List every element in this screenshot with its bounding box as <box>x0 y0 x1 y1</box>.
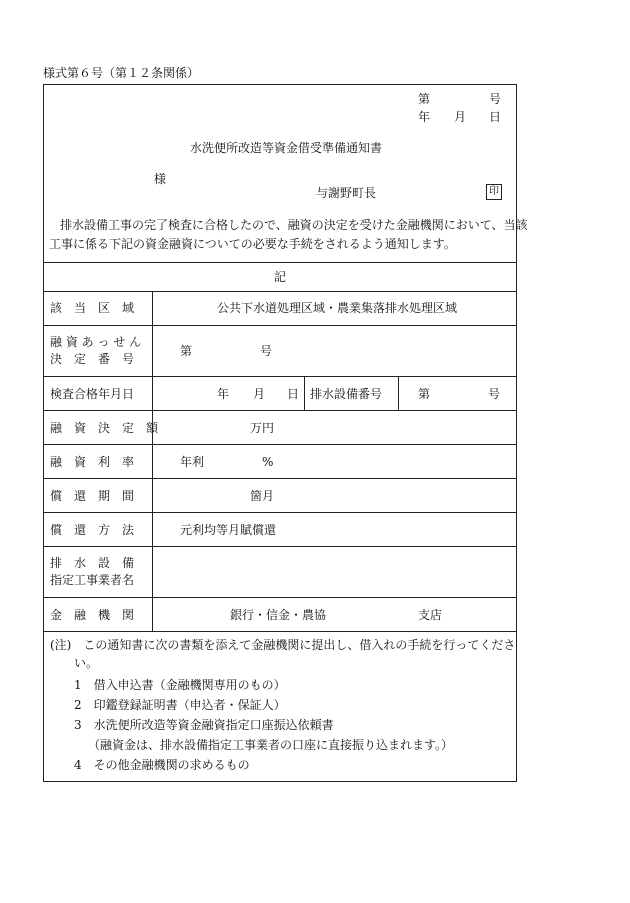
table-line <box>43 546 517 547</box>
drain-number-go: 号 <box>488 387 501 401</box>
loan-number-label-1: 融 資 あ っ せ ん <box>50 335 142 349</box>
date-year: 年 <box>418 110 431 124</box>
interest-rate-prefix: 年利 <box>180 455 205 469</box>
ki-heading: 記 <box>274 270 287 284</box>
interest-rate-label: 融 資 利 率 <box>50 455 135 469</box>
repayment-period-label: 償 還 期 間 <box>50 489 135 503</box>
notes-intro-1: (注) この通知書に次の書類を添えて金融機関に提出し、借入れの手続を行ってくださ <box>50 638 516 652</box>
bank-types: 銀行・信金・農協 <box>230 608 327 622</box>
issuer-name: 与謝野町長 <box>316 186 377 200</box>
area-label: 該 当 区 域 <box>50 301 135 315</box>
drain-number-dai: 第 <box>418 387 431 401</box>
doc-number-dai: 第 <box>418 92 431 106</box>
notes-intro-2: い。 <box>74 656 99 670</box>
form-number: 様式第６号（第１２条関係） <box>43 66 200 80</box>
bank-label: 金 融 機 関 <box>50 608 135 622</box>
interest-rate-unit: % <box>262 455 274 469</box>
table-column-divider <box>152 291 153 631</box>
bank-branch: 支店 <box>418 608 443 622</box>
area-value: 公共下水道処理区域・農業集落排水処理区域 <box>217 301 458 315</box>
notes-item-4: 4 その他金融機関の求めるもの <box>74 758 250 772</box>
inspection-year: 年 <box>217 387 230 401</box>
notes-item-3: 3 水洗便所改造等資金融資指定口座振込依頼書 <box>74 718 334 732</box>
loan-number-label-2: 決 定 番 号 <box>50 352 135 366</box>
notes-item-1: 1 借入申込書（金融機関専用のもの） <box>74 678 286 692</box>
contractor-label-1: 排 水 設 備 <box>50 556 135 570</box>
inspection-date-label: 検査合格年月日 <box>50 387 135 401</box>
doc-number-go: 号 <box>489 92 502 106</box>
table-column-divider <box>398 376 399 410</box>
table-line <box>43 325 517 326</box>
inspection-month: 月 <box>253 387 266 401</box>
table-line <box>43 512 517 513</box>
loan-amount-label: 融 資 決 定 額 <box>50 421 159 435</box>
table-line <box>43 444 517 445</box>
loan-amount-unit: 万円 <box>250 421 275 435</box>
addressee-sama: 様 <box>154 172 167 186</box>
table-line <box>43 478 517 479</box>
contractor-label-2: 指定工事業者名 <box>50 573 135 587</box>
page-title: 水洗便所改造等資金借受準備通知書 <box>190 141 383 155</box>
repayment-period-unit: 箇月 <box>250 489 275 503</box>
table-column-divider <box>304 376 305 410</box>
table-line <box>43 410 517 411</box>
notes-item-3-note: （融資金は、排水設備指定工事業者の口座に直接振り込まれます。） <box>88 738 454 752</box>
drain-number-label: 排水設備番号 <box>310 387 383 401</box>
inspection-day: 日 <box>287 387 300 401</box>
table-line <box>43 376 517 377</box>
repayment-method-label: 償 還 方 法 <box>50 523 135 537</box>
body-text-line-1: 排水設備工事の完了検査に合格したので、融資の決定を受けた金融機関において、当該 <box>60 218 528 232</box>
seal-mark: 印 <box>486 184 502 200</box>
loan-number-dai: 第 <box>180 344 193 358</box>
divider <box>43 262 517 263</box>
body-text-line-2: 工事に係る下記の資金融資についての必要な手続をされるよう通知します。 <box>49 237 456 251</box>
repayment-method-value: 元利均等月賦償還 <box>180 523 277 537</box>
table-line <box>43 597 517 598</box>
loan-number-go: 号 <box>260 344 273 358</box>
table-line <box>43 631 517 632</box>
date-month: 月 <box>454 110 467 124</box>
date-day: 日 <box>489 110 502 124</box>
table-line <box>43 291 517 292</box>
notes-item-2: 2 印鑑登録証明書（申込者・保証人） <box>74 698 286 712</box>
